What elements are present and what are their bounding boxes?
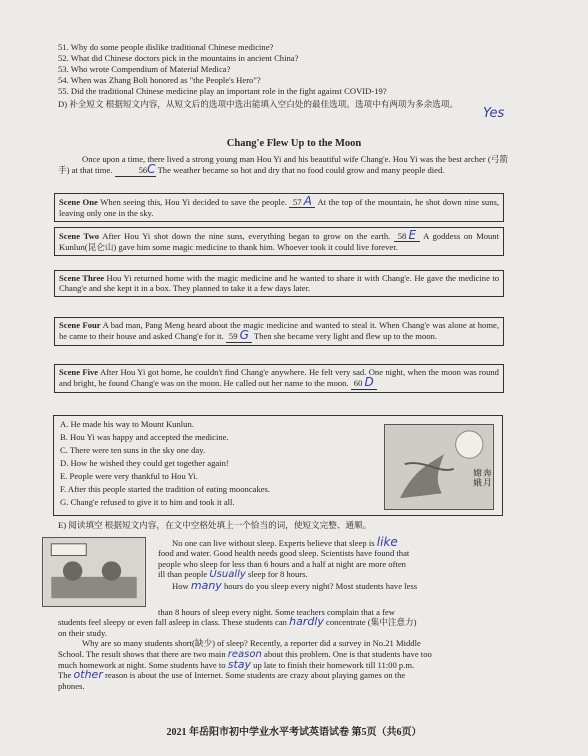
sleep-cartoon-illustration	[42, 537, 146, 607]
passage-line-5: How many hours do you sleep every night? Most students have less	[172, 578, 418, 592]
passage-line-2: food and water. Good health needs good sleep. Scientists have found that	[158, 548, 410, 559]
passage-line-4: ill than people Usually sleep for 8 hours.	[158, 569, 308, 581]
question-52: 52. What did Chinese doctors pick in the mountains in ancient China?	[58, 53, 299, 63]
handwritten-blank-stay: stay	[227, 658, 252, 672]
scene-label: Scene Three	[59, 273, 105, 283]
student-head	[63, 561, 82, 580]
passage-line-8: on their study.	[58, 627, 107, 638]
section-e-paragraph-top	[158, 537, 524, 591]
blank-59[interactable]: 59 G	[226, 330, 252, 342]
desk-shape	[51, 577, 136, 598]
scene-one-box	[54, 193, 504, 222]
scene-three-box	[54, 270, 504, 297]
scene-label: Scene Five	[59, 367, 99, 377]
passage-line-7: students feel sleepy or even fall asleep in class. These students can hardly concentrate (集中注意力)	[58, 615, 417, 629]
story-intro	[58, 154, 508, 177]
passage-line-12: The other reason is about the use of Internet. Some students are crazy about playing games on the	[58, 668, 406, 682]
story-title: Chang'e Flew Up to the Moon	[226, 138, 362, 149]
scene-five-box	[54, 364, 504, 393]
question-51: 51. Why do some people dislike traditional Chinese medicine?	[58, 42, 274, 52]
scene-text: A bad man, Pang Meng heard about the magic medicine and wanted to steal it. When Chang'e was alone at home, he came to their house and asked Chang'e for it.	[59, 320, 499, 342]
blank-60[interactable]: 60 D	[351, 377, 377, 389]
scene-label: Scene One	[59, 197, 98, 207]
option-c: C. There were ten suns in the sky one day.	[60, 445, 206, 455]
option-d: D. How he wished they could get together again!	[60, 458, 229, 468]
passage-line-10: School. The result shows that there are two main reason about this problem. One is that students have too	[58, 648, 432, 660]
passage-line-13: phones.	[58, 680, 85, 691]
scene-text-after: A goddess on Mount Kunlun(昆仑山) gave him some magic medicine to thank him. Whoever took it could live forever.	[59, 231, 499, 253]
section-e-paragraph-bottom	[58, 607, 524, 691]
handwritten-blank-like: like	[376, 535, 398, 549]
caption-char-2: 娥	[473, 478, 482, 489]
option-f: F. After this people started the tradition of eating mooncakes.	[60, 484, 271, 494]
passage-line-6: than 8 hours of sleep every night. Some teachers complain that a few	[158, 607, 395, 617]
handwritten-answer-56: C	[147, 162, 156, 177]
handwritten-blank-many: many	[190, 578, 222, 592]
handwritten-blank-hardly: hardly	[289, 615, 324, 629]
handwritten-answer-60: D	[364, 375, 374, 390]
option-e: E. People were very thankful to Hou Yi.	[60, 471, 198, 481]
caption-char-4: 月	[482, 478, 492, 489]
handwritten-blank-usually: Usually	[209, 569, 246, 581]
options-box	[53, 415, 503, 516]
blank-56[interactable]: 56C	[115, 164, 156, 176]
section-e-instruction: E) 阅读填空 根据短文内容，在文中空格处填上一个恰当的词，使短文完整、通顺。	[58, 520, 372, 530]
blank-58[interactable]: 58 E	[394, 230, 420, 242]
scene-text: Hou Yi returned home with the magic medicine and he wanted to share it with Chang'e. He gave the medicine to Chang'e and she kept it in a box. They planned to take it a few days later.	[59, 273, 500, 294]
speech-bubble	[51, 544, 86, 556]
scene-text: After Hou Yi got home, he couldn't find Chang'e anywhere. He felt very sad. One night, when the moon was round and bright, he found Chang'e was on the moon. He called out her name to the moon.	[59, 367, 499, 389]
scene-two-box	[54, 227, 504, 256]
scene-text: After Hou Yi shot down the nine suns, everything began to grow on the earth.	[102, 231, 391, 241]
change-moon-illustration	[384, 424, 494, 510]
section-d-instruction: D) 补全短文 根据短文内容，从短文后的选项中选出能填入空白处的最佳选项。选项中有两项为多余选项。	[58, 99, 459, 109]
passage-line-1: No one can live without sleep. Experts believe that sleep is like	[172, 535, 398, 549]
passage-line-11: much homework at night. Some students have to stay up late to finish their homework till 11:00 p.m.	[58, 658, 415, 672]
question-55: 55. Did the traditional Chinese medicine play an important role in the fight against COVID-19?	[58, 86, 387, 96]
student-head-2	[102, 561, 121, 580]
question-53: 53. Who wrote Compendium of Material Medica?	[58, 64, 231, 74]
handwritten-answer-55: Yes	[483, 106, 505, 121]
question-54: 54. When was Zhang Boli honored as "the People's Hero"?	[58, 75, 261, 85]
caption-char-3: 奔	[482, 468, 492, 479]
blank-57[interactable]: 57 A	[289, 196, 315, 208]
passage-line-9: Why are so many students short(缺少) of sleep? Recently, a reporter did a survey in No.21 Middle	[82, 638, 421, 649]
passage-line-3: people who sleep for less than 6 hours and a half at night are more often	[158, 558, 406, 569]
scene-label: Scene Four	[59, 320, 101, 330]
moon-shape	[456, 431, 483, 458]
scene-four-box	[54, 317, 504, 346]
option-g: G. Chang'e refused to give it to him and took it all.	[60, 497, 235, 507]
scene-text-after: Then she became very light and flew up to the moon.	[253, 331, 437, 342]
handwritten-blank-reason: reason	[227, 648, 262, 660]
handwritten-answer-58: E	[408, 228, 417, 242]
intro-text-after: The weather became so hot and dry that no food could grow and many people died.	[157, 165, 445, 176]
handwritten-answer-57: A	[303, 194, 312, 208]
handwritten-blank-other: other	[73, 668, 103, 682]
option-a: A. He made his way to Mount Kunlun.	[60, 419, 194, 429]
scene-text-after: At the top of the mountain, he shot down nine suns, leaving only one in the sky.	[59, 197, 499, 219]
option-b: B. Hou Yi was happy and accepted the medicine.	[60, 432, 229, 442]
illustration-caption	[473, 467, 494, 489]
page-footer: 2021 年岳阳市初中学业水平考试英语试卷 第5页（共6页）	[166, 727, 422, 738]
intro-text-before: Once upon a time, there lived a strong young man Hou Yi and his beautiful wife Chang'e. Hou Yi was the best archer (弓箭手) at that time.	[58, 154, 508, 176]
handwritten-answer-59: G	[239, 328, 249, 343]
scene-label: Scene Two	[59, 231, 100, 241]
caption-char-1: 嫦	[473, 468, 482, 479]
scene-text: When seeing this, Hou Yi decided to save the people.	[100, 197, 287, 207]
